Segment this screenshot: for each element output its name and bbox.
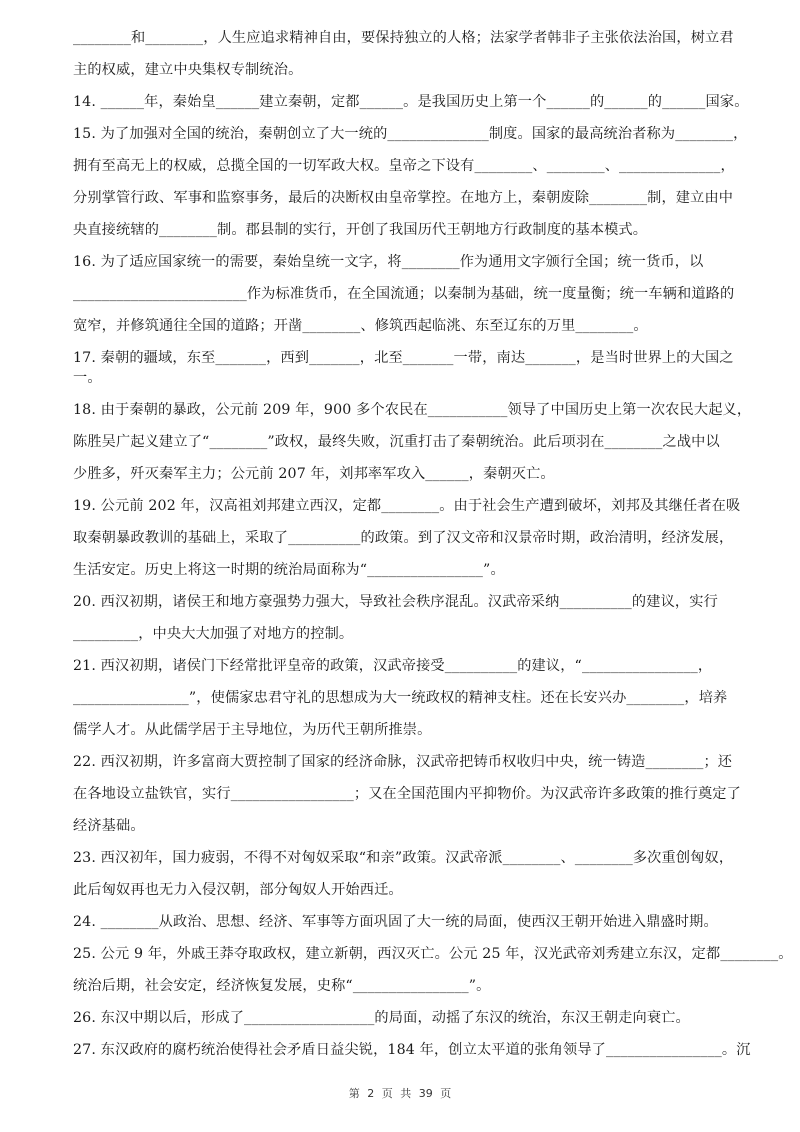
text-line: ________________”，使儒家忠君守礼的思想成为大一统政权的精神支柱。还在长安兴办________，培养 — [73, 690, 728, 706]
text-line: ________和________，人生应追求精神自由，要保持独立的人格；法家学者韩非子主张依法治国，树立君 — [73, 30, 734, 46]
text-line: 18. 由于秦朝的暴政，公元前 209 年，900 多个农民在___________领导了中国历史上第一次农民大起义， — [73, 402, 752, 418]
text-line: 24. ________从政治、思想、经济、军事等方面巩固了大一统的局面，使西汉王朝开始进入鼎盛时期。 — [73, 914, 718, 930]
text-line: 生活安定。历史上将这一时期的统治局面称为“________________”。 — [73, 562, 505, 578]
text-line: 在各地设立盐铁官，实行_________________；又在全国范围内平抑物价。为汉武帝许多政策的推行奠定了 — [73, 786, 741, 802]
text-line: 取秦朝暴政教训的基础上，采取了__________的政策。到了汉文帝和汉景帝时期，政治清明，经济发展， — [73, 530, 734, 546]
text-line: 15. 为了加强对全国的统治，秦朝创立了大一统的______________制度。国家的最高统治者称为________， — [73, 126, 748, 142]
text-line: 26. 东汉中期以后，形成了__________________的局面，动摇了东汉的统治，东汉王朝走向衰亡。 — [73, 1010, 690, 1026]
text-line: 19. 公元前 202 年，汉高祖刘邦建立西汉，定都________。由于社会生产遭到破坏，刘邦及其继任者在吸 — [73, 498, 741, 514]
text-line: 14. ______年，秦始皇______建立秦朝，定都______。是我国历史上第一个______的______的______国家。 — [73, 94, 749, 110]
text-line: 拥有至高无上的权威，总揽全国的一切军政大权。皇帝之下设有________、________、______________， — [73, 158, 735, 174]
text-line: 儒学人才。从此儒学居于主导地位，为历代王朝所推崇。 — [73, 722, 432, 738]
text-line: 16. 为了适应国家统一的需要，秦始皇统一文字，将________作为通用文字颁行全国；统一货币，以 — [73, 254, 704, 270]
text-line: 分别掌管行政、军事和监察事务，最后的决断权由皇帝掌控。在地方上，秦朝废除________制，建立由中 — [73, 190, 734, 206]
text-line: 经济基础。 — [73, 818, 145, 834]
text-line: 央直接统辖的________制。郡县制的实行，开创了我国历代王朝地方行政制度的基本模式。 — [73, 222, 648, 238]
page-number-footer: 第 2 页 共 39 页 — [348, 1087, 452, 1100]
text-line: 23. 西汉初年，国力疲弱，不得不对匈奴采取“和亲”政策。汉武帝派________、________多次重创匈奴， — [73, 850, 734, 866]
text-line: 27. 东汉政府的腐朽统治使得社会矛盾日益尖锐，184 年，创立太平道的张角领导了________________。沉 — [73, 1042, 751, 1058]
text-line: 17. 秦朝的疆域，东至_______，西到_______，北至_______一带，南达_______，是当时世界上的大国之 — [73, 350, 734, 366]
text-line: 20. 西汉初期，诸侯王和地方豪强势力强大，导致社会秩序混乱。汉武帝采纳__________的建议，实行 — [73, 594, 718, 610]
text-line: _________，中央大大加强了对地方的控制。 — [73, 626, 354, 642]
text-line: 一。 — [73, 370, 102, 386]
text-line: 主的权威，建立中央集权专制统治。 — [73, 62, 303, 78]
text-line: ________________________作为标准货币，在全国流通；以秦制为基础，统一度量衡；统一车辆和道路的 — [73, 286, 735, 302]
text-line: 统治后期，社会安定，经济恢复发展，史称“________________”。 — [73, 978, 491, 994]
text-line: 宽窄，并修筑通往全国的道路；开凿________、修筑西起临洮、东至辽东的万里________。 — [73, 318, 648, 334]
text-line: 22. 西汉初期，许多富商大贾控制了国家的经济命脉，汉武帝把铸币权收归中央，统一铸造________；还 — [73, 754, 733, 770]
text-line: 陈胜吴广起义建立了“________”政权，最终失败，沉重打击了秦朝统治。此后项羽在________之战中以 — [73, 434, 720, 450]
text-line: 21. 西汉初期，诸侯门下经常批评皇帝的政策，汉武帝接受__________的建议，“________________， — [73, 658, 713, 674]
text-line: 此后匈奴再也无力入侵汉朝，部分匈奴人开始西迁。 — [73, 882, 403, 898]
text-line: 少胜多，歼灭秦军主力；公元前 207 年，刘邦率军攻入______，秦朝灭亡。 — [73, 466, 555, 482]
text-line: 25. 公元 9 年，外戚王莽夺取政权，建立新朝，西汉灭亡。公元 25 年，汉光武帝刘秀建立东汉，定都________。 — [73, 946, 793, 962]
